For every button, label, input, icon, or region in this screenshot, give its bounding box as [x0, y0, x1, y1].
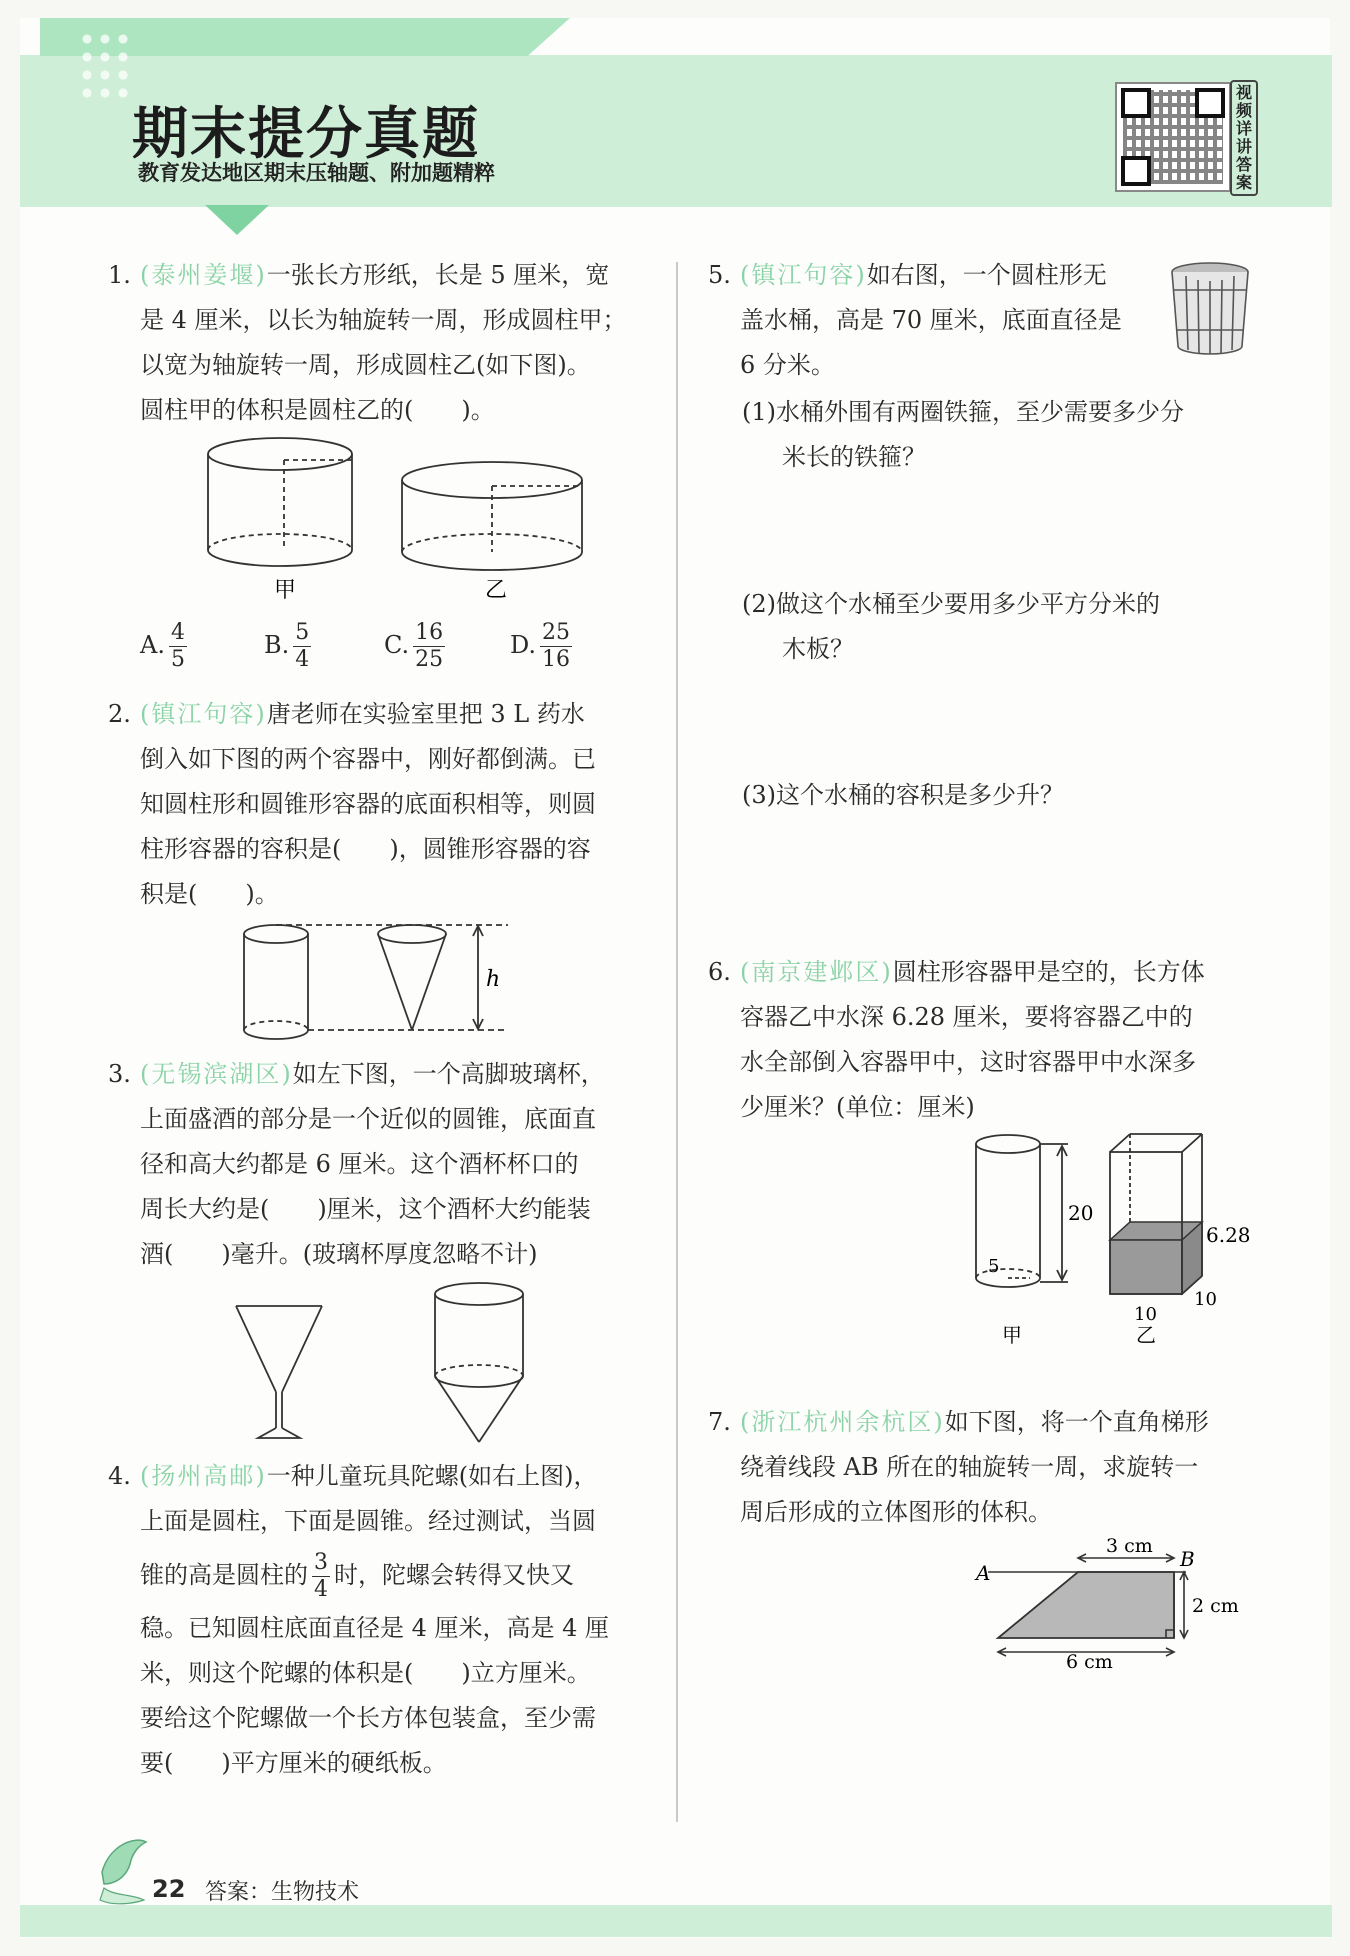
page-number: 22 [152, 1875, 186, 1903]
decor-dots [78, 30, 128, 100]
glass-and-top-figure [230, 1280, 550, 1450]
containers-figure [970, 1130, 1270, 1350]
footer-band [20, 1905, 1332, 1937]
question-source: (泰州姜堰) [140, 261, 267, 289]
question-1: 1. (泰州姜堰)一张长方形纸，长是 5 厘米，宽 是 4 厘米，以长为轴旋转一周，形成圆柱甲； 以宽为轴旋转一周，形成圆柱乙(如下图)。 圆柱甲的体积是圆柱乙的( )。 [140, 253, 660, 433]
bucket-icon [1168, 260, 1252, 360]
option-d[interactable]: D. $\frac{25}{16}$ [510, 620, 571, 672]
question-6: 6. (南京建邺区)圆柱形容器甲是空的，长方体 容器乙中水深 6.28 厘米，要将容器乙中的 水全部倒入容器甲中，这时容器甲中水深多 少厘米？(单位：厘米) [708, 958, 1205, 1121]
question-5-part-2: (2)做这个水桶至少要用多少平方分米的 木板？ [742, 590, 1160, 663]
page-title: 期末提分真题 [132, 102, 480, 167]
page-subtitle: 教育发达地区期末压轴题、附加题精粹 [138, 161, 495, 185]
question-7: 7. (浙江杭州余杭区)如下图，将一个直角梯形 绕着线段 AB 所在的轴旋转一周，求旋转一 周后形成的立体图形的体积。 [708, 1408, 1209, 1526]
label-yi: 乙 [1136, 1323, 1156, 1347]
cylinder-height-label: 20 [1068, 1201, 1094, 1225]
question-source: (镇江句容) [740, 261, 867, 289]
qr-label: 视 频 详 讲 答 案 [1230, 80, 1258, 196]
box-width-label: 10 [1134, 1304, 1157, 1325]
answer-note: 答案：生物技术 [205, 1880, 360, 1905]
question-5-part-1: (1)水桶外围有两圈铁箍，至少需要多少分 米长的铁箍？ [742, 398, 1184, 471]
cylinder-radius-label: 5 [988, 1256, 1000, 1277]
point-a-label: A [976, 1561, 991, 1585]
question-source: (浙江杭州余杭区) [740, 1408, 945, 1436]
question-3: 3. (无锡滨湖区)如左下图，一个高脚玻璃杯， 上面盛酒的部分是一个近似的圆锥，底面直 径和高大约都是 6 厘米。这个酒杯杯口的 周长大约是( )厘米，这个酒杯大约能装 酒( )毫升。(玻璃杯厚度忽略不计) [108, 1060, 605, 1268]
question-5-part-3: (3)这个水桶的容积是多少升？ [742, 781, 1064, 809]
top-length-label: 3 cm [1106, 1535, 1153, 1557]
bottom-length-label: 6 cm [1066, 1651, 1113, 1670]
qr-code-icon[interactable] [1115, 82, 1231, 192]
option-a[interactable]: A. $\frac{4}{5}$ [140, 620, 185, 672]
label-jia: 甲 [274, 578, 297, 603]
question-source: (无锡滨湖区) [140, 1060, 293, 1088]
question-5: 5. (镇江句容)如右图，一个圆柱形无 盖水桶，高是 70 厘米，底面直径是 6 分米。 [708, 261, 1122, 379]
header-triangle [205, 205, 269, 235]
trapezoid-figure [970, 1530, 1260, 1670]
cylinder-cone-figure [240, 918, 520, 1040]
point-b-label: B [1180, 1547, 1195, 1571]
question-2: 2. (镇江句容)唐老师在实验室里把 3 L 药水 倒入如下图的两个容器中，刚好都倒满。已 知圆柱形和圆锥形容器的底面积相等，则圆 柱形容器的容积是( )，圆锥形容器的容 积是( )。 [108, 700, 596, 908]
label-yi: 乙 [485, 578, 508, 603]
option-c[interactable]: C. $\frac{16}{25}$ [384, 620, 444, 672]
side-length-label: 2 cm [1192, 1595, 1239, 1617]
question-number: 1. [108, 261, 131, 289]
height-label: h [486, 967, 501, 992]
dolphin-icon [92, 1830, 154, 1910]
question-4: 4. (扬州高邮)一种儿童玩具陀螺(如右上图)， 上面是圆柱，下面是圆锥。经过测试，当圆 锥的高是圆柱的 $\frac{3}{4}$ 时，陀螺会转得又快又 稳。已知圆柱底面直径是 4 厘米，高是 4 厘 米，则这个陀螺的体积是( )立方厘米。 要给这个陀螺做一个长方体包装盒，至少需 要( )平方厘米的硬纸板。 [108, 1462, 610, 1777]
fraction-3-4: $\frac{3}{4}$ [314, 1550, 328, 1602]
column-divider [676, 262, 678, 1822]
question-source: (镇江句容) [140, 700, 267, 728]
box-depth-label: 10 [1194, 1289, 1217, 1310]
question-source: (扬州高邮) [140, 1462, 267, 1490]
label-jia: 甲 [1002, 1323, 1022, 1347]
option-b[interactable]: B. $\frac{5}{4}$ [264, 620, 310, 672]
cylinders-figure [200, 432, 600, 612]
question-source: (南京建邺区) [740, 958, 893, 986]
water-depth-label: 6.28 [1206, 1223, 1251, 1247]
